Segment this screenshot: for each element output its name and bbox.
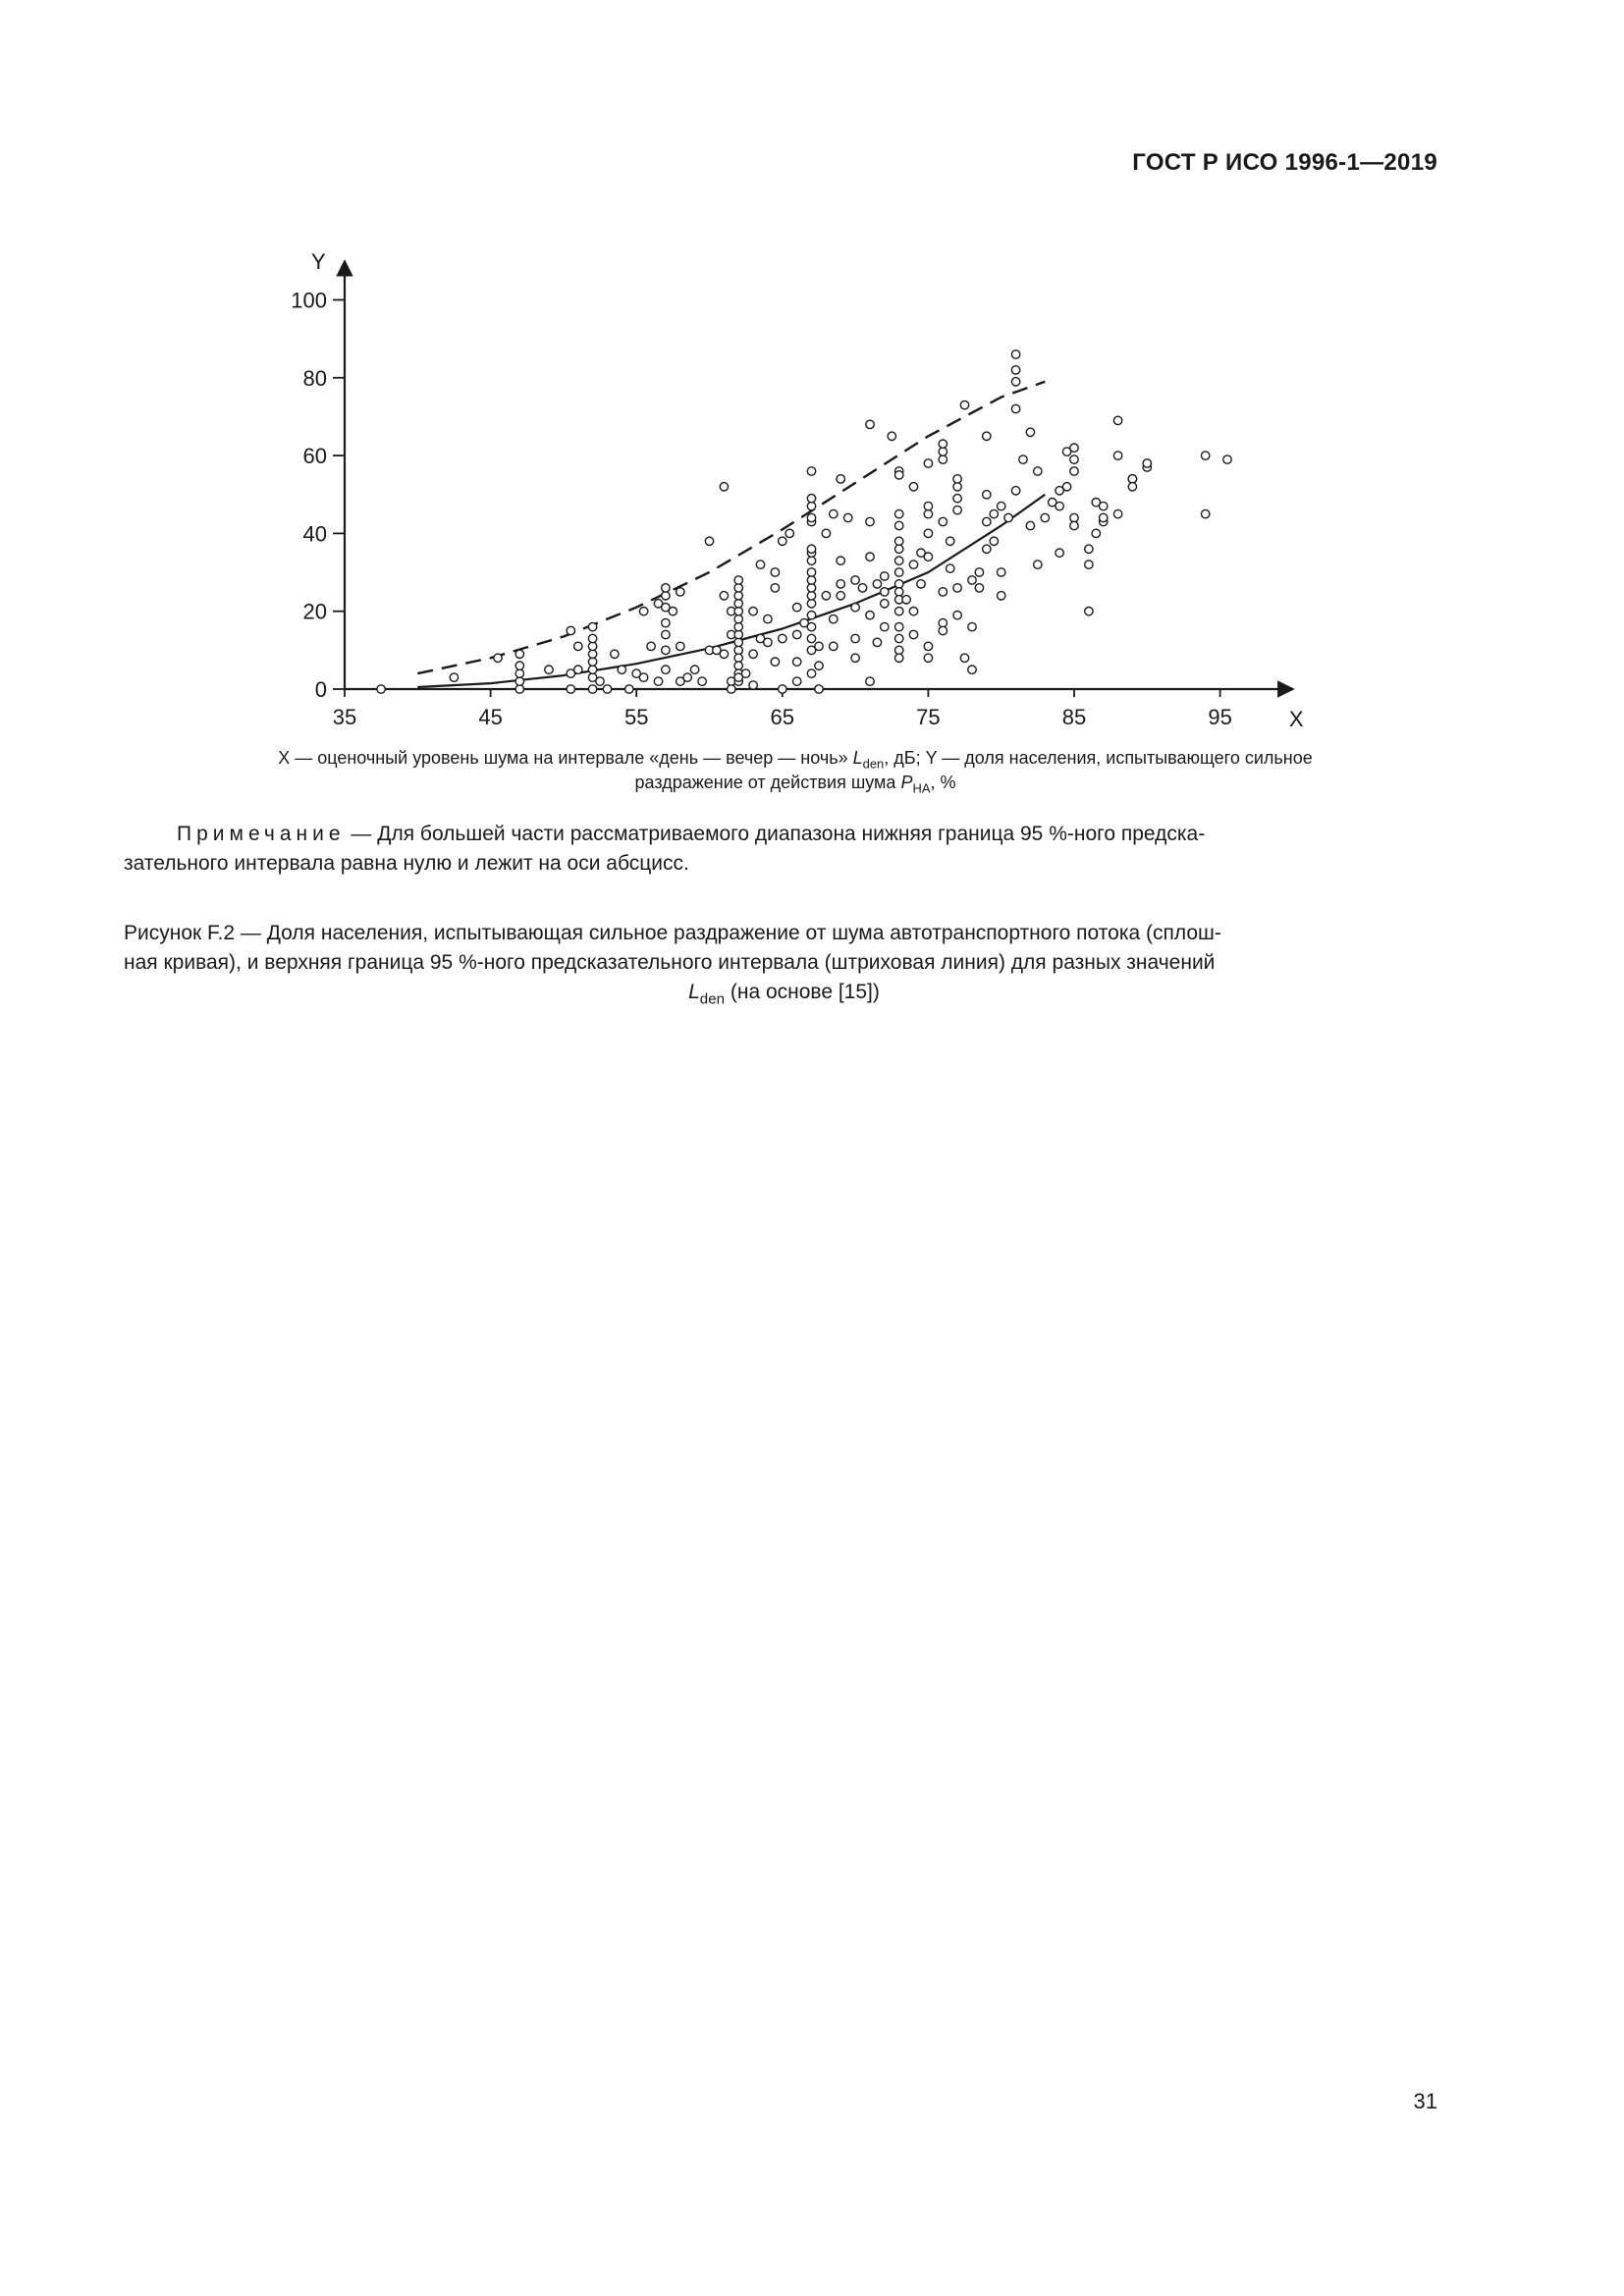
data-point — [734, 662, 742, 669]
data-point — [1004, 513, 1012, 521]
data-point — [807, 622, 815, 630]
data-point — [807, 467, 815, 475]
data-point — [1041, 513, 1049, 521]
data-point — [1092, 529, 1100, 537]
data-point — [662, 618, 670, 626]
data-point — [881, 622, 889, 630]
data-point — [588, 685, 596, 693]
data-point — [756, 561, 764, 568]
data-point — [983, 545, 991, 553]
data-point — [953, 612, 961, 619]
data-point — [779, 685, 786, 693]
figure-caption-source: (на основе [15]) — [725, 981, 880, 1003]
data-point — [1070, 521, 1078, 529]
note-text-line2: зательного интервала равна нулю и лежит на оси абсцисс. — [124, 852, 689, 875]
data-point — [1085, 545, 1093, 553]
data-point — [545, 666, 553, 673]
data-point — [779, 634, 786, 642]
data-point — [837, 475, 844, 483]
y-tick-label: 20 — [302, 599, 327, 624]
caption-l-symbol: L — [852, 748, 863, 768]
data-point — [895, 588, 903, 596]
data-point — [866, 612, 874, 619]
data-point — [968, 576, 976, 584]
data-point — [741, 669, 749, 677]
data-point — [822, 592, 830, 600]
data-point — [895, 521, 903, 529]
data-point — [647, 642, 655, 650]
data-point — [960, 654, 968, 662]
x-tick-label: 85 — [1061, 705, 1087, 729]
data-point — [654, 677, 662, 685]
data-point — [764, 638, 772, 646]
page-number: 31 — [1413, 2089, 1437, 2113]
data-point — [1019, 455, 1027, 463]
data-point — [837, 592, 844, 600]
data-point — [953, 495, 961, 503]
data-point — [895, 654, 903, 662]
data-point — [947, 537, 954, 545]
caption-p-subscript: HA — [912, 780, 931, 796]
data-point — [1034, 467, 1042, 475]
data-point — [866, 677, 874, 685]
data-point — [764, 614, 772, 622]
note-paragraph — [124, 820, 1444, 879]
caption-x-text: X — оценочный уровень шума на интервале «день — вечер — ночь» — [278, 748, 853, 768]
data-point — [574, 666, 582, 673]
data-point — [734, 654, 742, 662]
data-point — [939, 440, 947, 448]
caption-p-symbol: P — [900, 773, 913, 792]
data-point — [939, 448, 947, 455]
data-point — [1100, 502, 1108, 509]
data-point — [625, 685, 633, 693]
figure-caption-line2: ная кривая), и верхняя граница 95 %-ного предсказательного интервала (штриховая линия) для разных значений — [124, 951, 1216, 974]
data-point — [851, 634, 859, 642]
data-point — [807, 557, 815, 564]
data-point — [807, 584, 815, 592]
data-point — [807, 600, 815, 608]
data-point — [588, 658, 596, 666]
data-point — [450, 673, 458, 681]
data-point — [998, 568, 1005, 576]
data-point — [603, 685, 611, 693]
data-point — [924, 553, 932, 561]
data-point — [1026, 521, 1034, 529]
data-point — [822, 529, 830, 537]
data-point — [939, 517, 947, 525]
data-point — [990, 537, 998, 545]
figure-caption-line3 — [124, 978, 1444, 1007]
y-tick-label: 0 — [314, 677, 327, 702]
x-tick-label: 45 — [478, 705, 503, 729]
data-point — [749, 681, 757, 689]
data-point — [662, 646, 670, 654]
note-label: Примечание — [177, 823, 346, 845]
data-point — [1070, 444, 1078, 452]
data-point — [690, 666, 698, 673]
data-point — [807, 513, 815, 521]
data-point — [1202, 509, 1210, 517]
data-point — [1056, 549, 1063, 557]
scatter-chart — [0, 0, 1624, 766]
data-point — [939, 618, 947, 626]
data-point — [734, 630, 742, 638]
data-point — [793, 630, 801, 638]
data-point — [1011, 378, 1019, 386]
data-point — [975, 584, 983, 592]
data-point — [917, 580, 925, 588]
data-point — [807, 634, 815, 642]
data-point — [998, 592, 1005, 600]
data-point — [837, 580, 844, 588]
data-point — [494, 654, 502, 662]
data-point — [662, 630, 670, 638]
x-tick-label: 65 — [770, 705, 795, 729]
x-tick-label: 95 — [1208, 705, 1232, 729]
data-point — [924, 654, 932, 662]
data-point — [902, 596, 910, 604]
data-point — [866, 517, 874, 525]
data-point — [662, 666, 670, 673]
data-point — [785, 529, 793, 537]
data-point — [515, 685, 523, 693]
data-point — [618, 666, 625, 673]
data-point — [924, 642, 932, 650]
data-point — [1070, 467, 1078, 475]
y-tick-label: 40 — [302, 521, 327, 547]
data-point — [515, 669, 523, 677]
data-point — [1223, 455, 1231, 463]
data-point — [588, 622, 596, 630]
data-point — [639, 608, 647, 615]
data-point — [662, 584, 670, 592]
data-point — [983, 491, 991, 499]
data-point — [895, 545, 903, 553]
data-point — [677, 588, 684, 596]
data-point — [771, 568, 779, 576]
note-text-line1: — Для большей части рассматриваемого диапазона нижняя граница 95 %-ного предска- — [345, 823, 1206, 845]
data-point — [1085, 608, 1093, 615]
data-point — [924, 529, 932, 537]
x-tick-label: 75 — [916, 705, 941, 729]
data-point — [596, 677, 604, 685]
caption-y-text: , дБ; Y — доля населения, испытывающего сильное — [884, 748, 1313, 768]
data-point — [720, 650, 728, 658]
axes-caption — [118, 746, 1473, 795]
data-point — [815, 662, 823, 669]
data-point — [1062, 483, 1070, 491]
data-point — [1100, 513, 1108, 521]
data-point — [998, 502, 1005, 509]
data-point — [895, 557, 903, 564]
data-point — [975, 568, 983, 576]
data-point — [851, 654, 859, 662]
data-point — [749, 608, 757, 615]
data-point — [939, 455, 947, 463]
data-point — [895, 580, 903, 588]
data-point — [720, 483, 728, 491]
data-point — [888, 432, 895, 440]
data-point — [515, 662, 523, 669]
data-point — [924, 509, 932, 517]
data-point — [588, 634, 596, 642]
x-tick-label: 55 — [623, 705, 649, 729]
data-point — [968, 622, 976, 630]
data-point — [734, 608, 742, 615]
caption-l-subscript: den — [862, 756, 885, 772]
data-point — [1128, 483, 1136, 491]
data-point — [1128, 475, 1136, 483]
data-point — [895, 608, 903, 615]
figure-l-subscript: den — [699, 990, 726, 1008]
data-point — [1026, 428, 1034, 436]
mean-annoyance-curve — [417, 495, 1045, 687]
data-point — [909, 608, 917, 615]
data-point — [909, 483, 917, 491]
data-point — [515, 650, 523, 658]
document-header: ГОСТ Р ИСО 1996-1—2019 — [1132, 149, 1437, 176]
data-point — [734, 646, 742, 654]
data-point — [1113, 416, 1121, 424]
data-point — [953, 483, 961, 491]
caption-unit-text: , % — [930, 773, 956, 792]
data-point — [881, 588, 889, 596]
data-point — [734, 600, 742, 608]
data-point — [1202, 452, 1210, 459]
data-point — [807, 502, 815, 509]
data-point — [611, 650, 619, 658]
data-point — [939, 626, 947, 634]
data-point — [1011, 404, 1019, 412]
data-point — [851, 576, 859, 584]
data-point — [815, 642, 823, 650]
data-point — [983, 517, 991, 525]
data-point — [1113, 452, 1121, 459]
data-point — [734, 576, 742, 584]
data-point — [807, 669, 815, 677]
figure-caption-line1: Рисунок F.2 — Доля населения, испытывающая сильное раздражение от шума автотранспортного потока (сплош- — [124, 922, 1221, 944]
data-point — [807, 592, 815, 600]
data-point — [720, 592, 728, 600]
data-point — [1143, 459, 1151, 467]
data-point — [947, 564, 954, 572]
x-axis-label: X — [1288, 707, 1304, 731]
data-point — [749, 650, 757, 658]
data-point — [830, 614, 838, 622]
data-point — [1034, 561, 1042, 568]
data-point — [793, 658, 801, 666]
y-tick-label: 80 — [302, 365, 327, 391]
data-point — [953, 584, 961, 592]
data-point — [1113, 509, 1121, 517]
data-point — [1070, 455, 1078, 463]
data-point — [968, 666, 976, 673]
data-point — [895, 646, 903, 654]
data-point — [1085, 561, 1093, 568]
data-point — [734, 584, 742, 592]
y-axis-label: Y — [311, 248, 326, 274]
data-point — [515, 677, 523, 685]
data-point — [881, 572, 889, 580]
data-point — [830, 642, 838, 650]
data-point — [873, 580, 881, 588]
data-point — [844, 513, 852, 521]
x-tick-label: 35 — [332, 705, 357, 729]
data-point — [990, 509, 998, 517]
figure-l-symbol: L — [688, 981, 700, 1003]
data-point — [683, 673, 691, 681]
data-point — [953, 475, 961, 483]
upper-prediction-bound-curve — [417, 382, 1045, 673]
data-point — [793, 604, 801, 612]
data-point — [779, 537, 786, 545]
data-point — [677, 642, 684, 650]
data-point — [837, 557, 844, 564]
data-point — [851, 604, 859, 612]
figure-caption — [124, 919, 1444, 1007]
data-point — [807, 495, 815, 503]
data-point — [1056, 502, 1063, 509]
data-point — [939, 588, 947, 596]
data-point — [1011, 366, 1019, 374]
data-point — [807, 612, 815, 619]
data-point — [588, 666, 596, 673]
data-point — [924, 502, 932, 509]
data-point — [734, 638, 742, 646]
data-point — [771, 658, 779, 666]
data-point — [377, 685, 385, 693]
data-point — [895, 471, 903, 479]
data-point — [895, 568, 903, 576]
data-point — [734, 614, 742, 622]
data-point — [588, 642, 596, 650]
data-point — [815, 685, 823, 693]
data-point — [574, 642, 582, 650]
data-point — [866, 420, 874, 428]
data-point — [953, 506, 961, 513]
data-point — [983, 432, 991, 440]
data-point — [858, 584, 866, 592]
data-point — [567, 626, 574, 634]
data-point — [895, 622, 903, 630]
data-point — [734, 592, 742, 600]
y-tick-label: 100 — [291, 288, 327, 313]
data-point — [728, 685, 735, 693]
data-point — [909, 630, 917, 638]
data-point — [567, 685, 574, 693]
data-point — [705, 537, 713, 545]
data-point — [895, 537, 903, 545]
data-point — [669, 608, 677, 615]
data-point — [807, 568, 815, 576]
caption-line2-text: раздражение от действия шума — [634, 773, 901, 792]
data-point — [924, 459, 932, 467]
data-point — [1011, 487, 1019, 495]
data-point — [1011, 350, 1019, 358]
data-point — [909, 561, 917, 568]
data-point — [895, 509, 903, 517]
data-point — [895, 634, 903, 642]
data-point — [793, 677, 801, 685]
data-point — [698, 677, 706, 685]
data-point — [1070, 513, 1078, 521]
data-point — [830, 509, 838, 517]
data-point — [734, 622, 742, 630]
data-point — [866, 553, 874, 561]
data-point — [639, 673, 647, 681]
y-tick-label: 60 — [302, 444, 327, 469]
data-point — [807, 545, 815, 553]
data-point — [662, 592, 670, 600]
data-point — [881, 600, 889, 608]
data-point — [807, 576, 815, 584]
data-point — [960, 400, 968, 408]
data-point — [771, 584, 779, 592]
data-point — [588, 650, 596, 658]
data-point — [873, 638, 881, 646]
